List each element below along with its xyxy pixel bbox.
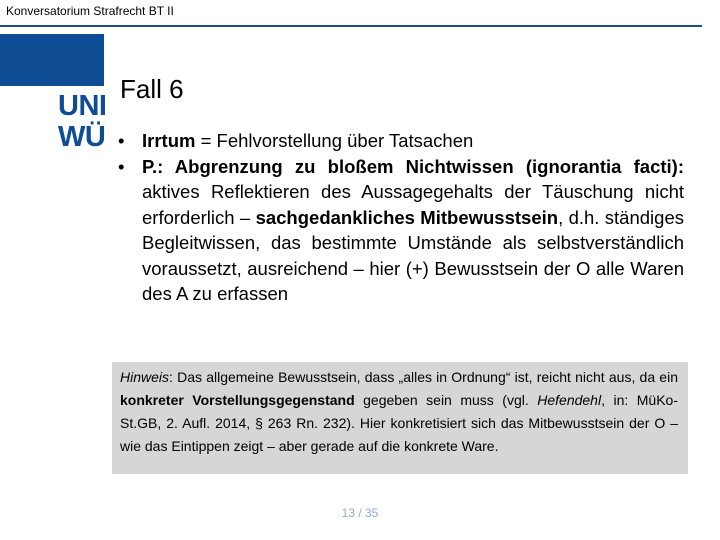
bullet-strong: sachgedankliches Mitbewusstsein <box>255 206 559 228</box>
bullet-item <box>118 154 684 307</box>
logo-line1: UNI <box>58 90 107 122</box>
hint-author: Hefendehl <box>537 392 602 408</box>
bullet-dot-icon: • <box>118 130 125 151</box>
bullet-text: , d.h. ständiges Begleitwissen, das bestimmte Umstände als selbstverständlich voraussetzt, ausreichend – hier (+) Bewusstsein der O alle Waren des A zu erfassen <box>142 206 684 304</box>
hint-text-part: gegeben sein muss (vgl. <box>354 392 538 408</box>
bullet-dot-icon: • <box>118 155 125 177</box>
slide-title: Fall 6 <box>120 74 184 104</box>
hint-text-part: , in: MüKo-St.GB, 2. Aufl. 2014, § 263 Rn. 232). Hier konkretisiert sich das Mitbewusstsein der O – wie das Eintippen zeigt – aber gerade auf die konkrete Ware. <box>120 392 678 454</box>
page-number: 13 / 35 <box>341 506 379 520</box>
bullet-text: = Fehlvorstellung über Tatsachen <box>195 130 474 151</box>
hint-strong: konkreter Vorstellungsgegenstand <box>120 392 355 408</box>
header-title: Konversatorium Strafrecht BT II <box>6 4 174 18</box>
hint-text-part: : Das allgemeine Bewusstsein, dass „alles in Ordnung“ ist, reicht nicht aus, da ein <box>169 369 678 385</box>
bullet-text: aktives Reflektieren des Aussagegehalts der Täuschung nicht erforderlich – <box>142 181 684 228</box>
header-divider <box>0 25 702 27</box>
hint-text <box>120 366 678 458</box>
logo-inset <box>0 86 107 162</box>
slide-content <box>118 128 684 307</box>
bullet-lead: P.: Abgrenzung zu bloßem Nichtwissen (ignorantia facti): <box>142 155 684 177</box>
bullet-item <box>118 128 684 154</box>
university-logo <box>0 34 107 153</box>
hint-label: Hinweis <box>120 369 170 385</box>
bullet-term: Irrtum <box>142 130 196 151</box>
hint-box <box>112 362 688 474</box>
logo-line2: WÜ <box>58 121 106 153</box>
